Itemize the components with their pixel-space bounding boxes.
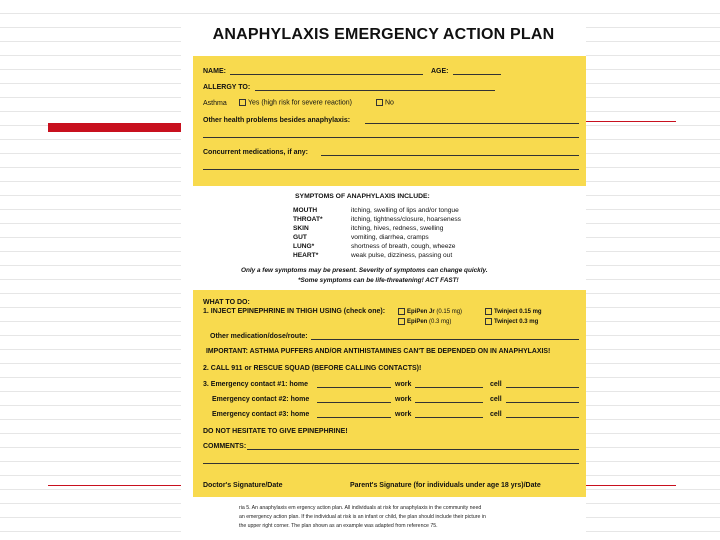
allergy-label: ALLERGY TO:	[203, 84, 251, 91]
contact-1-cell-label: cell	[490, 381, 502, 388]
figure-caption: ria 5. An anaphylaxis em ergency action plan. All individuals at risk for anaphylaxis in the community need an emergency action plan. If the individual at risk is an infant or child, the plan should include their picture in the upper right corner. The plan shown as an example was adapted from reference 75.	[239, 505, 486, 529]
important-note: IMPORTANT: ASTHMA PUFFERS AND/OR ANTIHISTAMINES CAN'T BE DEPENDED ON IN ANAPHYLAXIS!	[206, 348, 551, 355]
contact-3-work-label: work	[395, 411, 412, 418]
accent-bar-left	[48, 123, 181, 132]
checkbox-icon[interactable]	[485, 308, 492, 315]
contact-1-label: 3. Emergency contact #1: home	[203, 381, 309, 388]
patient-info-section	[193, 56, 586, 186]
checkbox-icon[interactable]	[398, 308, 405, 315]
twinject-015-option[interactable]: Twinject 0.15 mg	[485, 308, 542, 315]
twinject-03-option[interactable]: Twinject 0.3 mg	[485, 318, 538, 325]
medications-label: Concurrent medications, if any:	[203, 149, 309, 156]
contact-1-work-field[interactable]	[415, 387, 483, 388]
other-health-field[interactable]	[365, 123, 579, 124]
symptoms-section	[193, 186, 586, 290]
symptom-row: HEART* weak pulse, dizziness, passing out	[293, 252, 453, 259]
age-field[interactable]	[453, 74, 501, 75]
contact-3-home-field[interactable]	[317, 417, 391, 418]
contact-1-work-label: work	[395, 381, 412, 388]
asthma-yes-option[interactable]: Yes (high risk for severe reaction)	[239, 99, 352, 106]
action-plan-document	[181, 14, 586, 540]
age-label: AGE:	[431, 68, 449, 75]
checkbox-icon[interactable]	[398, 318, 405, 325]
contact-2-label: Emergency contact #2: home	[212, 396, 310, 403]
accent-line-bottom-right	[586, 485, 676, 486]
name-field[interactable]	[230, 74, 423, 75]
contact-2-work-field[interactable]	[415, 402, 483, 403]
medications-field-line2[interactable]	[203, 169, 579, 170]
name-label: NAME:	[203, 68, 226, 75]
accent-line-right	[586, 121, 676, 122]
comments-field-line2[interactable]	[203, 463, 579, 464]
checkbox-icon[interactable]	[485, 318, 492, 325]
symptom-row: MOUTH itching, swelling of lips and/or tongue	[293, 207, 459, 214]
symptoms-warning: *Some symptoms can be life-threatening! ACT FAST!	[298, 277, 459, 284]
checkbox-icon[interactable]	[239, 99, 246, 106]
comments-field[interactable]	[247, 449, 579, 450]
asthma-label: Asthma	[203, 100, 227, 107]
step-1-inject: 1. INJECT EPINEPHRINE IN THIGH USING (check one):	[203, 308, 386, 315]
step-2-call: 2. CALL 911 or RESCUE SQUAD (BEFORE CALLING CONTACTS)!	[203, 365, 422, 372]
contact-2-cell-field[interactable]	[506, 402, 579, 403]
epipen-jr-option[interactable]: EpiPen Jr (0.15 mg)	[398, 308, 462, 315]
symptom-row: THROAT* itching, tightness/closure, hoarseness	[293, 216, 461, 223]
other-health-label: Other health problems besides anaphylaxis:	[203, 117, 351, 124]
contact-1-home-field[interactable]	[317, 387, 391, 388]
symptoms-heading: SYMPTOMS OF ANAPHYLAXIS INCLUDE:	[295, 193, 430, 200]
document-title: ANAPHYLAXIS EMERGENCY ACTION PLAN	[212, 26, 555, 43]
contact-3-work-field[interactable]	[415, 417, 483, 418]
symptom-row: LUNG* shortness of breath, cough, wheeze	[293, 243, 456, 250]
action-section	[193, 290, 586, 497]
comments-label: COMMENTS:	[203, 443, 247, 450]
medications-field[interactable]	[321, 155, 579, 156]
allergy-field[interactable]	[255, 90, 495, 91]
other-medication-label: Other medication/dose/route:	[210, 333, 308, 340]
contact-3-cell-field[interactable]	[506, 417, 579, 418]
epipen-option[interactable]: EpiPen (0.3 mg)	[398, 318, 451, 325]
contact-2-cell-label: cell	[490, 396, 502, 403]
asthma-no-option[interactable]: No	[376, 99, 394, 106]
contact-1-cell-field[interactable]	[506, 387, 579, 388]
parent-signature-label: Parent's Signature (for individuals under age 18 yrs)/Date	[350, 482, 541, 489]
contact-3-label: Emergency contact #3: home	[212, 411, 310, 418]
accent-line-bottom-left	[48, 485, 181, 486]
symptoms-note: Only a few symptoms may be present. Severity of symptoms can change quickly.	[241, 267, 488, 274]
doctor-signature-label: Doctor's Signature/Date	[203, 482, 283, 489]
other-health-field-line2[interactable]	[203, 137, 579, 138]
contact-3-cell-label: cell	[490, 411, 502, 418]
contact-2-work-label: work	[395, 396, 412, 403]
other-medication-field[interactable]	[311, 339, 579, 340]
symptom-row: SKIN itching, hives, redness, swelling	[293, 225, 444, 232]
symptom-row: GUT vomiting, diarrhea, cramps	[293, 234, 429, 241]
contact-2-home-field[interactable]	[317, 402, 391, 403]
checkbox-icon[interactable]	[376, 99, 383, 106]
what-to-do-heading: WHAT TO DO:	[203, 299, 250, 306]
do-not-hesitate-note: DO NOT HESITATE TO GIVE EPINEPHRINE!	[203, 428, 348, 435]
